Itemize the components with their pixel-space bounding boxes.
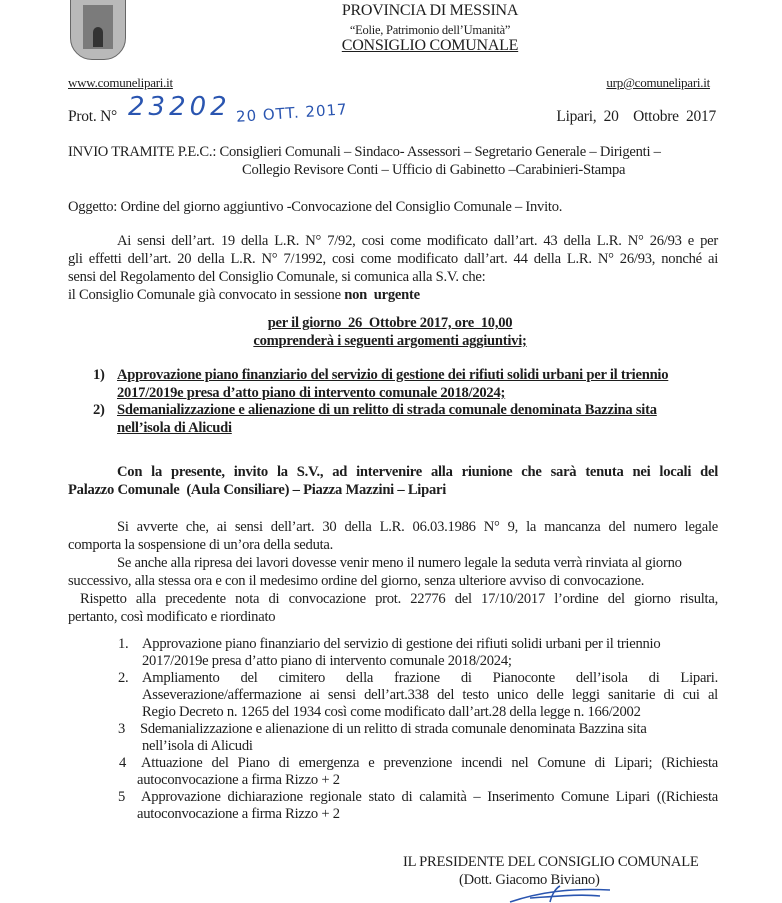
invitation-line-1: Con la presente, invito la S.V., ad intervenire alla riunione che sarà tenuta nei locali del	[117, 464, 718, 480]
received-date-stamp: 20 OTT. 2017	[235, 100, 349, 126]
added-item-text: Sdemanializzazione e alienazione di un relitto di strada comunale denominata Bazzina sita	[117, 402, 657, 418]
added-item-text: 2017/2019e presa d’atto piano di intervento comunale 2018/2024;	[117, 385, 506, 401]
note-line: pertanto, così modificato e riordinato	[68, 609, 276, 625]
agenda-text: Asseverazione/affermazione ai sensi dell’art.338 del testo unico delle leggi sanitarie di cui al	[142, 687, 718, 703]
agenda-text: Sdemanializzazione e alienazione di un relitto di strada comunale denominata Bazzina sita	[140, 721, 647, 737]
agenda-number: 2.	[118, 670, 129, 686]
website-link[interactable]: www.comunelipari.it	[68, 75, 173, 90]
council-heading: CONSIGLIO COMUNALE	[341, 37, 519, 54]
place-date: Lipari, 20 Ottobre 2017	[556, 108, 716, 125]
protocol-label: Prot. N°	[68, 108, 117, 125]
agenda-text: Approvazione piano finanziario del servizio di gestione dei rifiuti solidi urbani per il triennio	[142, 636, 661, 652]
motto: “Eolie, Patrimonio dell’Umanità”	[349, 23, 511, 37]
session-type: non urgente	[344, 287, 420, 303]
session-text: il Consiglio Comunale già convocato in sessione	[68, 287, 345, 303]
recipients-line-2: Collegio Revisore Conti – Ufficio di Gabinetto –Carabinieri-Stampa	[242, 162, 626, 178]
invitation-line-2: Palazzo Comunale (Aula Consiliare) – Piazza Mazzini – Lipari	[68, 482, 447, 498]
agenda-text: Ampliamento del cimitero della frazione di Pianoconte dell’isola di Lipari.	[142, 670, 718, 686]
note-line: successivo, alla stessa ora e con il medesimo ordine del giorno, senza ulteriore avviso di convocazione.	[68, 573, 645, 589]
agenda-number: 5	[118, 789, 126, 805]
note-line: comporta la sospensione di un’ora della seduta.	[68, 537, 334, 553]
protocol-number-handwritten: 23202	[128, 92, 231, 122]
session-date: per il giorno 26 Ottobre 2017, ore 10,00	[267, 315, 513, 331]
email-link[interactable]: urp@comunelipari.it	[606, 75, 710, 90]
agenda-text: Regio Decreto n. 1265 del 1934 così come modificato dall’art.28 della legge n. 166/2002	[142, 704, 641, 720]
intro-line: gli effetti dell’art. 20 della L.R. N° 7/1992, cosi come modificato dall’art. 44 della L.R. N° 26/93, nonché ai	[68, 251, 718, 267]
agenda-text: autoconvocazione a firma Rizzo + 2	[137, 772, 340, 788]
intro-line-session	[68, 286, 420, 304]
signatory-name: (Dott. Giacomo Biviano)	[459, 872, 600, 888]
municipal-coat-of-arms-logo	[70, 0, 126, 60]
intro-line: sensi del Regolamento del Consiglio Comunale, si comunica alla S.V. che:	[68, 269, 486, 285]
agenda-text: autoconvocazione a firma Rizzo + 2	[137, 806, 340, 822]
agenda-text: nell’isola di Alicudi	[142, 738, 253, 754]
intro-line: Ai sensi dell’art. 19 della L.R. N° 7/92, cosi come modificato dall’art. 43 della L.R. N° 26/93 e per	[117, 233, 718, 249]
agenda-text: 2017/2019e presa d’atto piano di intervento comunale 2018/2024;	[142, 653, 512, 669]
subject: Oggetto: Ordine del giorno aggiuntivo -Convocazione del Consiglio Comunale – Invito.	[68, 199, 563, 215]
agenda-text: Attuazione del Piano di emergenza e prevenzione incendi nel Comune di Lipari; (Richiesta	[141, 755, 718, 771]
added-item-text: Approvazione piano finanziario del servizio di gestione dei rifiuti solidi urbani per il triennio	[117, 367, 669, 383]
note-line: Rispetto alla precedente nota di convocazione prot. 22776 del 17/10/2017 l’ordine del giorno risulta,	[80, 591, 718, 607]
agenda-number: 3	[118, 721, 126, 737]
added-item-number: 1)	[93, 367, 105, 383]
province-heading: PROVINCIA DI MESSINA	[341, 2, 519, 19]
signatory-title: IL PRESIDENTE DEL CONSIGLIO COMUNALE	[403, 854, 699, 870]
added-item-number: 2)	[93, 402, 105, 418]
recipients-line-1: INVIO TRAMITE P.E.C.: Consiglieri Comunali – Sindaco- Assessori – Segretario Generale – Dirigenti –	[68, 144, 661, 160]
agenda-text: Approvazione dichiarazione regionale stato di calamità – Inserimento Comune Lipari ((Richiesta	[141, 789, 718, 805]
agenda-number: 1.	[118, 636, 129, 652]
added-item-text: nell’isola di Alicudi	[117, 420, 232, 436]
session-topics-heading: comprenderà i seguenti argomenti aggiuntivi;	[253, 333, 527, 349]
note-line: Se anche alla ripresa dei lavori dovesse venir meno il numero legale la seduta verrà rinviata al giorno	[117, 555, 682, 571]
agenda-number: 4	[119, 755, 127, 771]
handwritten-signature	[500, 884, 620, 903]
note-line: Si avverte che, ai sensi dell’art. 30 della L.R. 06.03.1986 N° 9, la mancanza del numero legale	[117, 519, 718, 535]
